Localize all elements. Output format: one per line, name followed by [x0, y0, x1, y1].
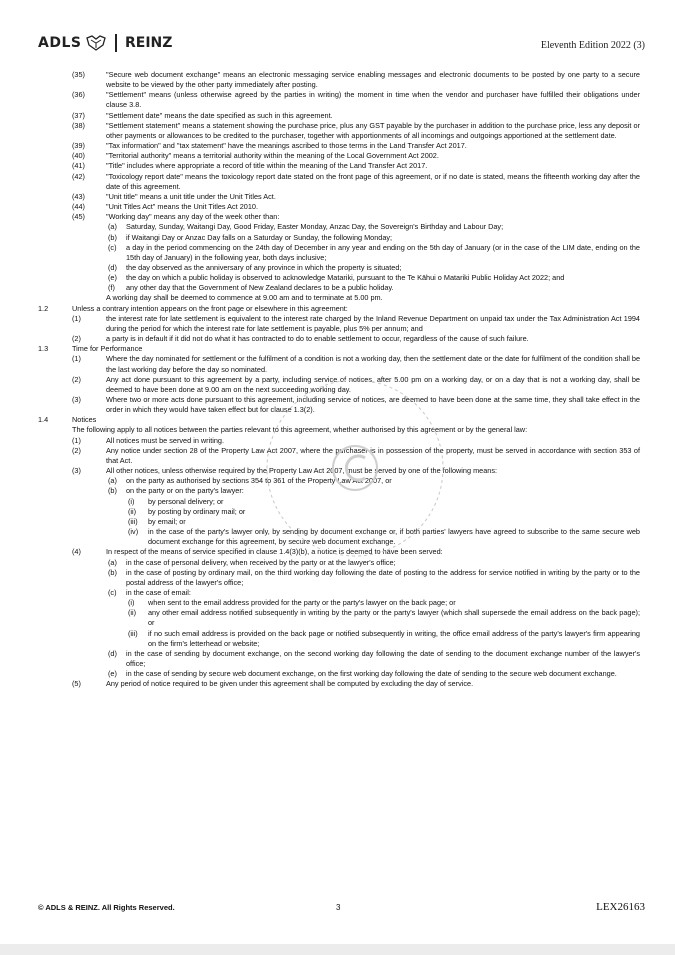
list-item: (3) All other notices, unless otherwise required by the Property Law Act 2007, must be served by one of the following means: (a) on the party as authorised by sections 354 to 361 of the Property Law Act 2007, or (b) on the party or on the party's lawyer: (i) by personal delivery; or (ii) by posting by ordinary mail; or (iii) by email; or (iv) in the case of the party's lawyer only, by sending by document exchange or, if both parties' lawyers have agreed to subscribe to the same secure web document exchange for this agreement, by secure web document exchange. [72, 466, 640, 547]
list-item: (2) Any act done pursuant to this agreement by a party, including service of notices, after 5.00 pm on a working day, or on a day that is not a working day, shall be deemed to have been done at 9.00 am on the next succeeding working day. [72, 374, 640, 394]
list-item: (d) the day observed as the anniversary of any province in which the property is situated; [108, 262, 402, 272]
adls-logo-text: ADLS [38, 35, 82, 51]
list-item: (iv) in the case of the party's lawyer only, by sending by document exchange or, if both parties' lawyers have agreed to subscribe to the same secure web document exchange for this agreement, by secure web document exchange. [128, 527, 640, 547]
list-item: (f) any other day that the Government of New Zealand declares to be a public holiday. [108, 283, 394, 293]
list-item: (a) in the case of personal delivery, when received by the party or at the lawyer's office; [108, 557, 396, 567]
section-1-3 [38, 344, 640, 415]
list-item: (b) on the party or on the party's lawyer: (i) by personal delivery; or (ii) by posting by ordinary mail; or (iii) by email; or (iv) in the case of the party's lawyer only, by sending by document exchange or, if both parties' lawyers have agreed to subscribe to the same secure web document exchange for this agreement, by secure web document exchange. [108, 486, 640, 547]
section-1-2: 1.2 Unless a contrary intention appears on the front page or elsewhere in this agreement: (1) the interest rate for late settlement is equivalent to the interest rate charged by the Inland Revenue Department on unpaid tax under the Tax Administration Act 1994 during the period for which the interest rate for late settlement is payable, plus 5% per annum; and (2) a party is in default if it did not do what it has contracted to do to enable settlement to occur, regardless of the cause of such failure. [38, 303, 640, 344]
list-item: (ii) by posting by ordinary mail; or [128, 506, 246, 516]
definition-item: (39) "Tax information" and "tax statement" have the meanings ascribed to those terms in the Land Transfer Act 2017. [72, 141, 467, 151]
list-item: (d) in the case of sending by document exchange, on the second working day following the date of sending to the document exchange number of the lawyer's office; [108, 648, 640, 669]
list-item: (iii) if no such email address is provided on the back page or notified subsequently in writing, the office email address of the party's lawyer's firm appearing on the firm's letterhead or website; [128, 628, 640, 648]
reinz-logo-text: REINZ [124, 35, 173, 51]
list-item: (4) In respect of the means of service specified in clause 1.4(3)(b), a notice is deemed to have been served: (a) in the case of personal delivery, when received by the party or at the lawyer's office; (b) in the case of posting by ordinary mail, on the third working day following the date of posting to the address for service notified in writing by the party or to the postal address of the lawyer's office; (c) in the case of email: (i) when sent to the email address provided for the party or the party's lawyer on the back page; or (ii) any other email address notified subsequently in writing by the party or the party's lawyer (which shall supersede the email address on the back page); or (iii) if no such email address is provided on the back page or notified subsequently in writing, the office email address of the party's lawyer's firm appearing on the firm's letterhead or website; (d) in the case of sending by document exchange, on the second working day following the date of sending to the document exchange number of the lawyer's office; (e) in the case of sending by secure web document exchange, on the first working day following the date of sending to the secure web document exchange. [72, 547, 640, 679]
list-item: (c) a day in the period commencing on the 24th day of December in any year and ending on the 5th day of January (or in the case of the LIM date, ending on the 15th day of January) in the following year, both days inclusive; [108, 242, 640, 262]
list-item: (b) in the case of posting by ordinary mail, on the third working day following the date of posting to the address for service notified in writing by the party or to the postal address of the lawyer's office; [108, 567, 640, 587]
page-number: 3 [336, 903, 341, 912]
list-item: (e) the day on which a public holiday is observed to acknowledge Matariki, pursuant to the Te Kāhui o Matariki Public Holiday Act 2022; and [108, 273, 565, 283]
definition-item: (40) "Territorial authority" means a territorial authority within the meaning of the Local Government Act 2002. [72, 151, 439, 161]
list-item: (2) Any notice under section 28 of the Property Law Act 2007, where the purchaser is in possession of the property, must be served in accordance with section 353 of that Act. [72, 445, 640, 465]
definition-item: (38) "Settlement statement" means a statement showing the purchase price, plus any GST payable by the purchaser in addition to the purchase price, less any deposit or other payments or allowances to be credited to the purchaser, together with apportionments of all incomings and outgoings apportioned at the settlement date. [72, 120, 640, 140]
list-item: (b) if Waitangi Day or Anzac Day falls on a Saturday or Sunday, the following Monday; [108, 232, 393, 242]
list-item: (i) by personal delivery; or [128, 496, 224, 506]
list-item: (3) Where two or more acts done pursuant to this agreement, including service of notices, are deemed to have been done at the same time, they shall take effect in the order in which they would have taken effect but for clause 1.3(2). [72, 395, 640, 415]
section-title: Time for Performance [72, 344, 143, 354]
definition-item: (42) "Toxicology report date" means the toxicology report date stated on the front page of this agreement, or if no date is stated, means the fifteenth working day after the date of this agreement. [72, 171, 640, 191]
list-item: (c) in the case of email: (i) when sent to the email address provided for the party or the party's lawyer on the back page; or (ii) any other email address notified subsequently in writing by the party or the party's lawyer (which shall supersede the email address on the back page); or (iii) if no such email address is provided on the back page or notified subsequently in writing, the office email address of the party's lawyer's firm appearing on the firm's letterhead or website; [108, 587, 640, 648]
page-bottom-band [0, 944, 675, 955]
logo-divider [115, 34, 117, 52]
page-header [38, 34, 645, 56]
list-item: (a) on the party as authorised by sections 354 to 361 of the Property Law Act 2007, or [108, 476, 392, 486]
adls-reinz-logo [38, 34, 172, 52]
copyright-notice: © ADLS & REINZ. All Rights Reserved. [38, 903, 175, 912]
page-footer [38, 901, 645, 915]
definition-item: (36) "Settlement" means (unless otherwise agreed by the parties in writing) the moment in time when the vendor and purchaser have fulfilled their obligations under clause 3.8. [72, 90, 640, 110]
definition-item: (43) "Unit title" means a unit title under the Unit Titles Act. [72, 191, 276, 201]
section-number: 1.4 [38, 415, 49, 425]
list-item: (ii) any other email address notified subsequently in writing by the party or the party's lawyer (which shall supersede the email address on the back page); or [128, 608, 640, 628]
section-number: 1.2 [38, 303, 49, 313]
list-item: (1) the interest rate for late settlement is equivalent to the interest rate charged by the Inland Revenue Department on unpaid tax under the Tax Administration Act 1994 during the period for which the interest rate for late settlement is payable, plus 5% per annum; and [72, 313, 640, 333]
section-title: Notices [72, 415, 97, 425]
crest-icon [85, 35, 107, 51]
definition-working-day: (45) "Working day" means any day of the week other than: (a) Saturday, Sunday, Waitangi Day, Good Friday, Easter Monday, Anzac Day, the Sovereign's Birthday and Labour Day; (b) if Waitangi Day or Anzac Day falls on a Saturday or Sunday, the following Monday; (c) a day in the period commencing on the 24th day of December in any year and ending on the 5th day of January (or in the case of the LIM date, ending on the 15th day of January) in the following year, both days inclusive; (d) the day observed as the anniversary of any province in which the property is situated; (e) the day on which a public holiday is observed to acknowledge Matariki, pursuant to the Te Kāhui o Matariki Public Holiday Act 2022; and (f) any other day that the Government of New Zealand declares to be a public holiday. A working day shall be deemed to commence at 9.00 am and to terminate at 5.00 pm. [72, 212, 640, 303]
document-body [38, 70, 640, 690]
list-item: (1) All notices must be served in writing. [72, 435, 225, 445]
definition-item: (41) "Title" includes where appropriate a record of title within the meaning of the Land Transfer Act 2017. [72, 161, 428, 171]
definition-item: (37) "Settlement date" means the date specified as such in this agreement. [72, 110, 333, 120]
list-item: (1) Where the day nominated for settlement or the fulfilment of a condition is not a working day, then the settlement date or the date for fulfilment of the condition shall be the last working day before the day so nominated. [72, 354, 640, 374]
list-item: (2) a party is in default if it did not do what it has contracted to do to enable settlement to occur, regardless of the cause of such failure. [72, 334, 529, 344]
definition-item: (44) "Unit Titles Act" means the Unit Titles Act 2010. [72, 202, 258, 212]
definition-item: (35) "Secure web document exchange" means an electronic messaging service enabling messages and electronic documents to be posted by one party to a secure website to be viewed by the other party immediately after posting. [72, 70, 640, 90]
edition-label: Eleventh Edition 2022 (3) [540, 40, 645, 51]
list-item: (a) Saturday, Sunday, Waitangi Day, Good Friday, Easter Monday, Anzac Day, the Sovereign's Birthday and Labour Day; [108, 222, 504, 232]
document-code: LEX26163 [596, 901, 645, 913]
list-item: (i) when sent to the email address provided for the party or the party's lawyer on the back page; or [128, 598, 456, 608]
section-1-4: 1.4 Notices The following apply to all notices between the parties relevant to this agreement, whether authorised by this agreement or by the general law: (1) All notices must be served in writing. (2) Any notice under section 28 of the Property Law Act 2007, where the purchaser is in possession of the property, must be served in accordance with section 353 of that Act. (3) All other notices, unless otherwise required by the Property Law Act 2007, must be served by one of the following means: (a) on the party as authorised by sections 354 to 361 of the Property Law Act 2007, or (b) on the party or on the party's lawyer: (i) by personal delivery; or (ii) by posting by ordinary mail; or (iii) by email; or (iv) in the case of the party's lawyer only, by sending by document exchange or, if both parties' lawyers have agreed to subscribe to the same secure web document exchange for this agreement, by secure web document exchange. (4) In respect of the means of service specified in clause 1.4(3)(b), a notice is deemed to have been served: (a) in the case of personal delivery, when received by the party or at the lawyer's office; (b) in the case of posting by ordinary mail, on the third working day following the date of posting to the address for service notified in writing by the party or to the postal address of the lawyer's office; (c) in the case of email: (i) when sent to the email address provided for the party or the party's lawyer on the back page; or (ii) any other email address notified subsequently in writing by the party or the party's lawyer (which shall supersede the email address on the back page); or (iii) if no such email address is provided on the back page or notified subsequently in writing, the office email address of the party's lawyer's firm appearing on the firm's letterhead or website; (d) in the case of sending by document exchange, on the second working day following the date of sending to the document exchange number of the lawyer's office; (e) in the case of sending by secure web document exchange, on the first working day following the date of sending to the secure web document exchange. (5) Any period of notice required to be given under this agreement shall be computed by excluding the day of service. [38, 415, 640, 689]
list-item: (5) Any period of notice required to be given under this agreement shall be computed by excluding the day of service. [72, 679, 474, 689]
list-item: (e) in the case of sending by secure web document exchange, on the first working day following the date of sending to the secure web document exchange. [108, 669, 617, 679]
list-item: (iii) by email; or [128, 516, 186, 526]
section-number: 1.3 [38, 344, 49, 354]
